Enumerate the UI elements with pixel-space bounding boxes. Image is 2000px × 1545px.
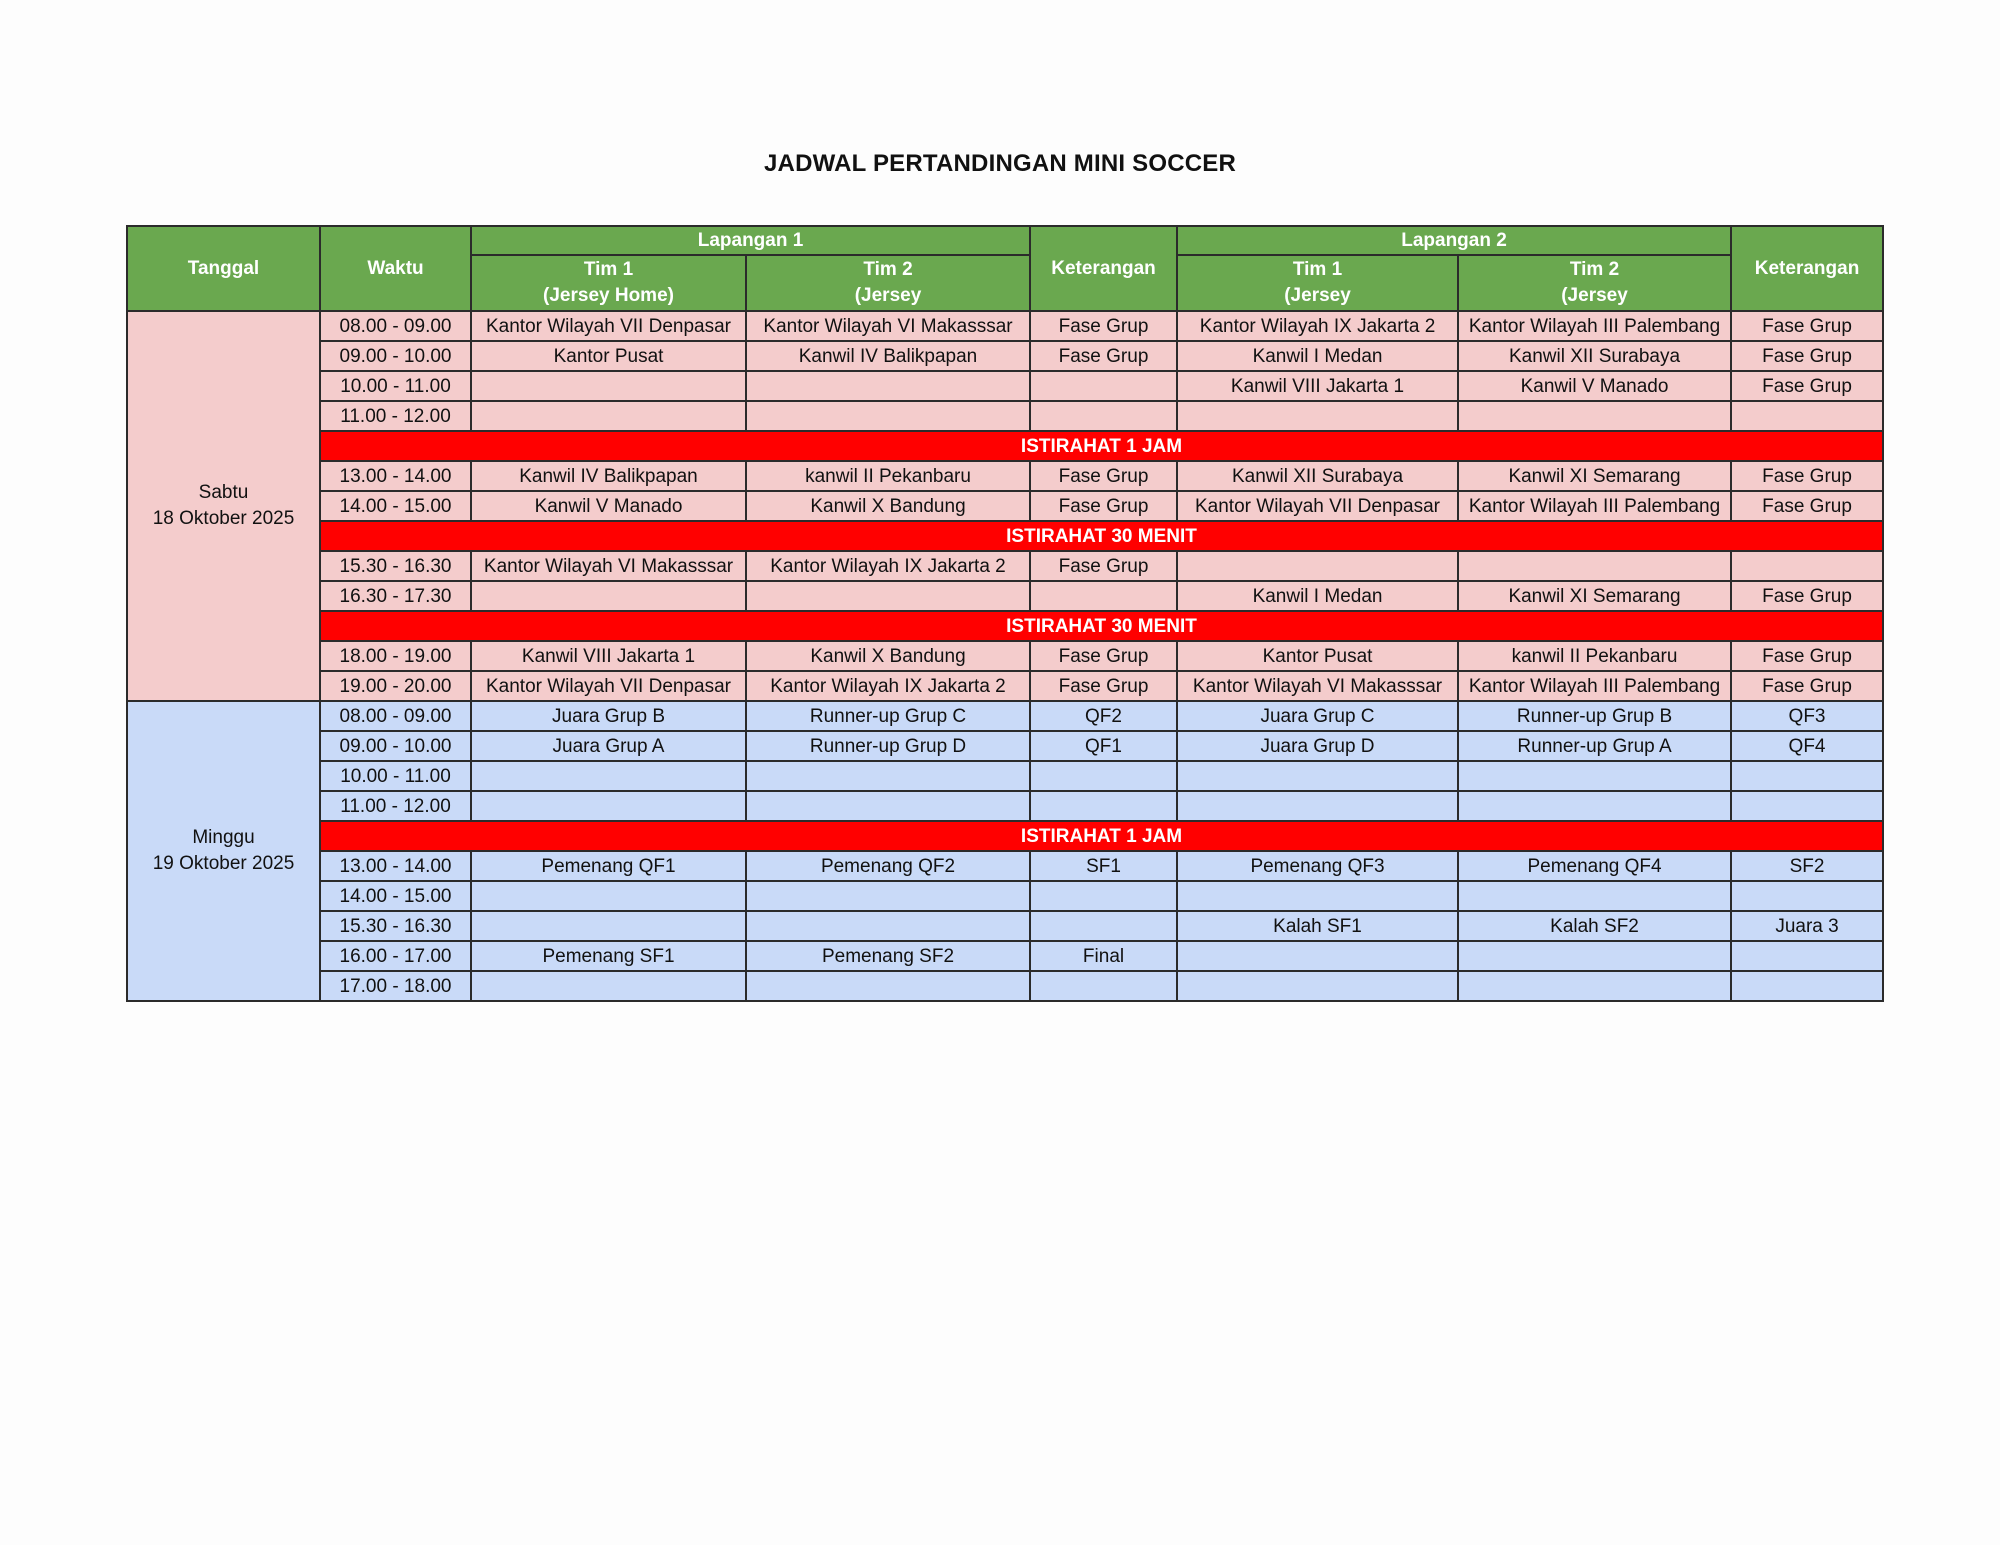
lapangan-1-tim-2-cell: Kanwil X Bandung <box>746 641 1030 671</box>
lapangan-1-tim-2-cell <box>746 371 1030 401</box>
table-row <box>127 881 1883 911</box>
header-tim-label: Tim 1 <box>1292 259 1343 280</box>
lapangan-1-keterangan-cell: Fase Grup <box>1030 341 1177 371</box>
lapangan-1-tim-1-cell <box>471 371 746 401</box>
header-tanggal: Tanggal <box>127 226 320 311</box>
time-cell: 15.30 - 16.30 <box>320 551 471 581</box>
table-row <box>127 341 1883 371</box>
lapangan-2-tim-2-cell: Pemenang QF4 <box>1458 851 1731 881</box>
lapangan-1-tim-2-cell <box>746 791 1030 821</box>
table-row <box>127 941 1883 971</box>
lapangan-1-keterangan-cell: Fase Grup <box>1030 461 1177 491</box>
table-row <box>127 491 1883 521</box>
lapangan-2-tim-1-cell: Kantor Wilayah VII Denpasar <box>1177 491 1458 521</box>
time-cell: 13.00 - 14.00 <box>320 851 471 881</box>
lapangan-1-tim-1-cell <box>471 761 746 791</box>
lapangan-1-tim-2-cell <box>746 401 1030 431</box>
lapangan-2-tim-2-cell: Kanwil XII Surabaya <box>1458 341 1731 371</box>
lapangan-2-tim-2-cell <box>1458 881 1731 911</box>
lapangan-2-tim-1-cell: Pemenang QF3 <box>1177 851 1458 881</box>
lapangan-2-keterangan-cell: Fase Grup <box>1731 671 1883 701</box>
time-cell: 09.00 - 10.00 <box>320 341 471 371</box>
lapangan-1-tim-2-cell <box>746 911 1030 941</box>
lapangan-1-keterangan-cell: Fase Grup <box>1030 671 1177 701</box>
lapangan-1-keterangan-cell: Fase Grup <box>1030 551 1177 581</box>
lapangan-2-keterangan-cell <box>1731 971 1883 1001</box>
lapangan-1-keterangan-cell <box>1030 401 1177 431</box>
time-cell: 11.00 - 12.00 <box>320 791 471 821</box>
time-cell: 10.00 - 11.00 <box>320 761 471 791</box>
lapangan-2-keterangan-cell: SF2 <box>1731 851 1883 881</box>
table-row <box>127 311 1883 341</box>
day-section <box>127 701 1883 1001</box>
header-waktu: Waktu <box>320 226 471 311</box>
lapangan-1-keterangan-cell: Final <box>1030 941 1177 971</box>
lapangan-1-keterangan-cell: QF2 <box>1030 701 1177 731</box>
lapangan-1-keterangan-cell: QF1 <box>1030 731 1177 761</box>
lapangan-2-keterangan-cell <box>1731 761 1883 791</box>
table-row <box>127 671 1883 701</box>
lapangan-1-tim-1-cell: Pemenang SF1 <box>471 941 746 971</box>
lapangan-2-tim-2-cell: Kalah SF2 <box>1458 911 1731 941</box>
day-date: 19 Oktober 2025 <box>152 853 295 874</box>
time-cell: 18.00 - 19.00 <box>320 641 471 671</box>
header-tim-label: Tim 1 <box>583 259 634 280</box>
time-cell: 11.00 - 12.00 <box>320 401 471 431</box>
lapangan-2-keterangan-cell: Fase Grup <box>1731 581 1883 611</box>
lapangan-2-keterangan-cell <box>1731 551 1883 581</box>
break-row <box>127 611 1883 641</box>
lapangan-2-tim-1-cell <box>1177 551 1458 581</box>
lapangan-1-tim-1-cell: Kantor Pusat <box>471 341 746 371</box>
header-tim-label: Tim 2 <box>863 259 913 280</box>
lapangan-1-tim-1-cell <box>471 401 746 431</box>
header-jersey-label: (Jersey <box>854 285 922 306</box>
lapangan-2-tim-1-cell: Kantor Wilayah IX Jakarta 2 <box>1177 311 1458 341</box>
day-name: Sabtu <box>198 482 249 503</box>
time-cell: 19.00 - 20.00 <box>320 671 471 701</box>
time-cell: 08.00 - 09.00 <box>320 701 471 731</box>
lapangan-2-tim-1-cell: Kantor Wilayah VI Makasssar <box>1177 671 1458 701</box>
lapangan-1-tim-2-cell: Runner-up Grup C <box>746 701 1030 731</box>
time-cell: 09.00 - 10.00 <box>320 731 471 761</box>
lapangan-1-tim-2-cell: Kantor Wilayah VI Makasssar <box>746 311 1030 341</box>
lapangan-1-keterangan-cell <box>1030 911 1177 941</box>
lapangan-2-tim-2-cell: kanwil II Pekanbaru <box>1458 641 1731 671</box>
table-row <box>127 401 1883 431</box>
lapangan-2-tim-2-cell: Kanwil XI Semarang <box>1458 581 1731 611</box>
lapangan-1-tim-1-cell: Kantor Wilayah VII Denpasar <box>471 311 746 341</box>
lapangan-2-keterangan-cell: Fase Grup <box>1731 491 1883 521</box>
lapangan-1-tim-1-cell <box>471 911 746 941</box>
lapangan-1-keterangan-cell: SF1 <box>1030 851 1177 881</box>
header-jersey-label: (Jersey Home) <box>543 285 674 306</box>
lapangan-2-tim-2-cell: Kantor Wilayah III Palembang <box>1458 491 1731 521</box>
table-row <box>127 971 1883 1001</box>
header-jersey-label: (Jersey <box>1284 285 1351 306</box>
lapangan-2-keterangan-cell <box>1731 941 1883 971</box>
lapangan-2-tim-2-cell <box>1458 761 1731 791</box>
lapangan-2-tim-2-cell: Kanwil XI Semarang <box>1458 461 1731 491</box>
table-row <box>127 791 1883 821</box>
lapangan-1-tim-1-cell <box>471 791 746 821</box>
lapangan-1-tim-2-cell: Kanwil X Bandung <box>746 491 1030 521</box>
header-tim-label: Tim 2 <box>1569 259 1620 280</box>
header-lapangan-1-tim-2 <box>746 255 1030 311</box>
lapangan-2-tim-2-cell: Kantor Wilayah III Palembang <box>1458 311 1731 341</box>
table-header <box>127 226 1883 311</box>
header-lapangan-2: Lapangan 2 <box>1177 226 1731 255</box>
lapangan-1-tim-1-cell <box>471 881 746 911</box>
lapangan-1-tim-2-cell <box>746 971 1030 1001</box>
time-cell: 10.00 - 11.00 <box>320 371 471 401</box>
lapangan-1-tim-1-cell <box>471 971 746 1001</box>
lapangan-2-keterangan-cell <box>1731 881 1883 911</box>
lapangan-1-tim-2-cell: Kanwil IV Balikpapan <box>746 341 1030 371</box>
break-label: ISTIRAHAT 30 MENIT <box>320 611 1883 641</box>
break-label: ISTIRAHAT 1 JAM <box>320 431 1883 461</box>
lapangan-2-tim-1-cell <box>1177 401 1458 431</box>
lapangan-2-tim-2-cell <box>1458 971 1731 1001</box>
lapangan-2-tim-1-cell: Juara Grup D <box>1177 731 1458 761</box>
lapangan-2-keterangan-cell: Fase Grup <box>1731 371 1883 401</box>
table-row <box>127 761 1883 791</box>
lapangan-2-tim-2-cell: Kantor Wilayah III Palembang <box>1458 671 1731 701</box>
lapangan-2-keterangan-cell <box>1731 791 1883 821</box>
lapangan-1-keterangan-cell <box>1030 791 1177 821</box>
lapangan-1-keterangan-cell: Fase Grup <box>1030 641 1177 671</box>
lapangan-1-tim-1-cell: Juara Grup B <box>471 701 746 731</box>
lapangan-2-keterangan-cell: Fase Grup <box>1731 461 1883 491</box>
lapangan-2-tim-2-cell: Runner-up Grup A <box>1458 731 1731 761</box>
lapangan-2-tim-1-cell: Kalah SF1 <box>1177 911 1458 941</box>
lapangan-2-tim-1-cell: Juara Grup C <box>1177 701 1458 731</box>
header-lapangan-1: Lapangan 1 <box>471 226 1030 255</box>
lapangan-2-keterangan-cell: Fase Grup <box>1731 641 1883 671</box>
lapangan-1-tim-1-cell: Kantor Wilayah VI Makasssar <box>471 551 746 581</box>
lapangan-1-tim-2-cell: Pemenang SF2 <box>746 941 1030 971</box>
lapangan-2-keterangan-cell <box>1731 401 1883 431</box>
lapangan-2-tim-1-cell <box>1177 971 1458 1001</box>
day-name: Minggu <box>192 827 255 848</box>
lapangan-2-keterangan-cell: QF4 <box>1731 731 1883 761</box>
lapangan-1-tim-2-cell: Kantor Wilayah IX Jakarta 2 <box>746 551 1030 581</box>
lapangan-1-keterangan-cell: Fase Grup <box>1030 491 1177 521</box>
lapangan-2-tim-1-cell: Kanwil I Medan <box>1177 581 1458 611</box>
lapangan-1-tim-2-cell <box>746 581 1030 611</box>
table-row <box>127 701 1883 731</box>
lapangan-2-tim-2-cell: Kanwil V Manado <box>1458 371 1731 401</box>
lapangan-2-tim-1-cell: Kanwil XII Surabaya <box>1177 461 1458 491</box>
table-row <box>127 371 1883 401</box>
time-cell: 17.00 - 18.00 <box>320 971 471 1001</box>
lapangan-1-keterangan-cell <box>1030 371 1177 401</box>
lapangan-2-tim-2-cell <box>1458 551 1731 581</box>
break-label: ISTIRAHAT 30 MENIT <box>320 521 1883 551</box>
lapangan-1-tim-1-cell: Juara Grup A <box>471 731 746 761</box>
break-row <box>127 521 1883 551</box>
lapangan-2-tim-2-cell <box>1458 941 1731 971</box>
lapangan-2-tim-1-cell: Kanwil VIII Jakarta 1 <box>1177 371 1458 401</box>
time-cell: 08.00 - 09.00 <box>320 311 471 341</box>
header-keterangan-2: Keterangan <box>1731 226 1883 311</box>
lapangan-2-tim-2-cell <box>1458 401 1731 431</box>
break-label: ISTIRAHAT 1 JAM <box>320 821 1883 851</box>
header-lapangan-2-tim-2 <box>1458 255 1731 311</box>
lapangan-1-keterangan-cell: Fase Grup <box>1030 311 1177 341</box>
table-row <box>127 851 1883 881</box>
lapangan-1-tim-2-cell <box>746 881 1030 911</box>
lapangan-2-tim-1-cell <box>1177 761 1458 791</box>
date-cell <box>127 701 320 1001</box>
lapangan-1-keterangan-cell <box>1030 581 1177 611</box>
lapangan-2-keterangan-cell: Fase Grup <box>1731 311 1883 341</box>
lapangan-2-tim-1-cell <box>1177 881 1458 911</box>
time-cell: 14.00 - 15.00 <box>320 881 471 911</box>
time-cell: 14.00 - 15.00 <box>320 491 471 521</box>
lapangan-1-tim-1-cell: Kanwil V Manado <box>471 491 746 521</box>
lapangan-1-tim-1-cell: Kanwil VIII Jakarta 1 <box>471 641 746 671</box>
lapangan-1-tim-2-cell <box>746 761 1030 791</box>
time-cell: 13.00 - 14.00 <box>320 461 471 491</box>
table-row <box>127 551 1883 581</box>
lapangan-2-keterangan-cell: Fase Grup <box>1731 341 1883 371</box>
table-row <box>127 641 1883 671</box>
break-row <box>127 821 1883 851</box>
table-row <box>127 911 1883 941</box>
match-schedule-table <box>126 225 1884 1002</box>
day-date: 18 Oktober 2025 <box>152 508 295 529</box>
lapangan-1-tim-1-cell: Kanwil IV Balikpapan <box>471 461 746 491</box>
date-cell <box>127 311 320 701</box>
lapangan-2-tim-2-cell: Runner-up Grup B <box>1458 701 1731 731</box>
time-cell: 16.30 - 17.30 <box>320 581 471 611</box>
header-jersey-label: (Jersey <box>1561 285 1628 306</box>
lapangan-2-tim-1-cell <box>1177 941 1458 971</box>
lapangan-1-keterangan-cell <box>1030 761 1177 791</box>
page-title: JADWAL PERTANDINGAN MINI SOCCER <box>764 150 1236 177</box>
time-cell: 15.30 - 16.30 <box>320 911 471 941</box>
header-lapangan-1-tim-1 <box>471 255 746 311</box>
lapangan-2-tim-1-cell: Kantor Pusat <box>1177 641 1458 671</box>
break-row <box>127 431 1883 461</box>
lapangan-2-tim-1-cell <box>1177 791 1458 821</box>
lapangan-1-tim-1-cell: Kantor Wilayah VII Denpasar <box>471 671 746 701</box>
lapangan-1-tim-2-cell: Runner-up Grup D <box>746 731 1030 761</box>
lapangan-2-tim-1-cell: Kanwil I Medan <box>1177 341 1458 371</box>
table-row <box>127 731 1883 761</box>
table-row <box>127 581 1883 611</box>
table-row <box>127 461 1883 491</box>
time-cell: 16.00 - 17.00 <box>320 941 471 971</box>
header-keterangan-1: Keterangan <box>1030 226 1177 311</box>
header-lapangan-2-tim-1 <box>1177 255 1458 311</box>
lapangan-1-tim-1-cell: Pemenang QF1 <box>471 851 746 881</box>
lapangan-1-tim-1-cell <box>471 581 746 611</box>
lapangan-1-tim-2-cell: Kantor Wilayah IX Jakarta 2 <box>746 671 1030 701</box>
day-section <box>127 311 1883 701</box>
lapangan-1-tim-2-cell: kanwil II Pekanbaru <box>746 461 1030 491</box>
lapangan-2-keterangan-cell: QF3 <box>1731 701 1883 731</box>
lapangan-1-keterangan-cell <box>1030 971 1177 1001</box>
lapangan-1-tim-2-cell: Pemenang QF2 <box>746 851 1030 881</box>
lapangan-2-tim-2-cell <box>1458 791 1731 821</box>
lapangan-1-keterangan-cell <box>1030 881 1177 911</box>
lapangan-2-keterangan-cell: Juara 3 <box>1731 911 1883 941</box>
